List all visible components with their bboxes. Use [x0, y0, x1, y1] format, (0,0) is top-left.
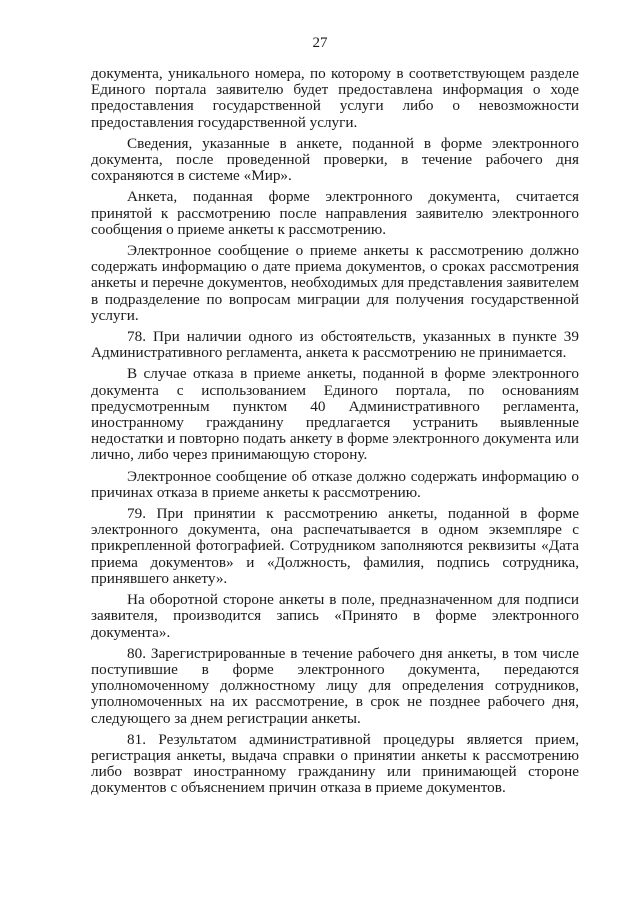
paragraph-reverse-side: На оборотной стороне анкеты в поле, предназначенном для подписи заявителя, производится запись «Принято в форме электронного документа».	[91, 591, 579, 641]
paragraph-acceptance-message: Электронное сообщение о приеме анкеты к рассмотрению должно содержать информацию о дате приема документов, о сроках рассмотрения анкеты и перечне документов, необходимых для представления заявителем в подразделение по вопросам миграции для получения государственной услуги.	[91, 242, 579, 324]
paragraph-clause-80: 80. Зарегистрированные в течение рабочего дня анкеты, в том числе поступившие в форме электронного документа, передаются уполномоченному должностному лицу для определения сотрудников, уполномоченных на их рассмотрение, в срок не позднее рабочего дня, следующего за днем регистрации анкеты.	[91, 644, 579, 727]
paragraph-clause-81: 81. Результатом административной процедуры является прием, регистрация анкеты, выдача справки о принятии анкеты к рассмотрению либо возврат иностранному гражданину или принимающей стороне документов с объяснением причин отказа в приеме документов.	[91, 730, 579, 797]
paragraph-clause-79: 79. При принятии к рассмотрению анкеты, поданной в форме электронного документа, она распечатывается в одном экземпляре с прикрепленной фотографией. Сотрудником заполняются реквизиты «Дата приема документов» и «Должность, фамилия, подпись сотрудника, принявшего анкету».	[91, 505, 579, 587]
paragraph-survey-accepted: Анкета, поданная форме электронного документа, считается принятой к рассмотрению после направления заявителю электронного сообщения о приеме анкеты к рассмотрению.	[91, 188, 579, 238]
paragraph-clause-78: 78. При наличии одного из обстоятельств, указанных в пункте 39 Административного регламента, анкета к рассмотрению не принимается.	[91, 328, 579, 362]
paragraph-continuation: документа, уникального номера, по которому в соответствующем разделе Единого портала заявителю будет предоставлена информация о ходе предоставления государственной услуги либо о невозможности предоставления государственной услуги.	[91, 65, 579, 131]
page-number: 27	[312, 35, 328, 51]
paragraph-survey-data-stored: Сведения, указанные в анкете, поданной в форме электронного документа, после проведенной проверки, в течение рабочего дня сохраняются в системе «Мир».	[91, 134, 579, 185]
paragraph-refusal-case: В случае отказа в приеме анкеты, поданной в форме электронного документа с использованием Единого портала, по основаниям предусмотренным пунктом 40 Административного регламента, иностранному гражданину предлагается устранить выявленные недостатки и повторно подать анкету в форме электронного документа или лично, либо через принимающую сторону.	[91, 365, 579, 464]
document-body	[91, 66, 579, 802]
paragraph-refusal-message: Электронное сообщение об отказе должно содержать информацию о причинах отказа в приеме анкеты к рассмотрению.	[91, 467, 579, 501]
